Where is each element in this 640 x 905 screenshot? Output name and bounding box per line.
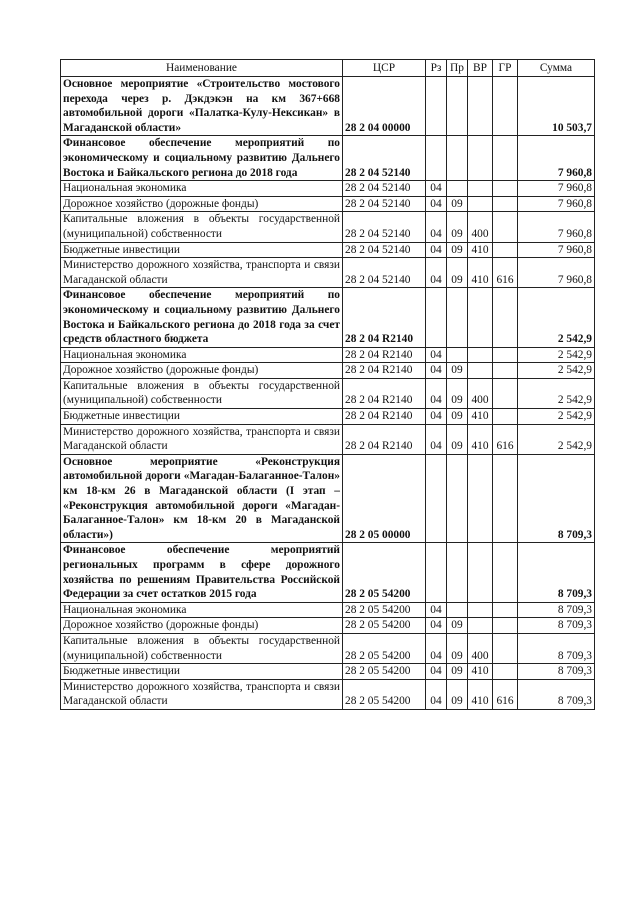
- row-rz: 04: [426, 633, 447, 663]
- table-row: [61, 679, 595, 709]
- row-gr: [493, 454, 518, 543]
- row-name: Дорожное хозяйство (дорожные фонды): [61, 196, 343, 212]
- row-pr: 09: [447, 378, 468, 408]
- row-pr: [447, 454, 468, 543]
- header-vr: ВР: [468, 60, 493, 77]
- header-rz: Рз: [426, 60, 447, 77]
- row-sum: 2 542,9: [518, 424, 595, 454]
- row-rz: 04: [426, 242, 447, 258]
- row-vr: [468, 618, 493, 634]
- row-gr: [493, 288, 518, 347]
- row-csr: 28 2 04 52140: [343, 136, 426, 181]
- row-vr: [468, 363, 493, 379]
- row-vr: [468, 347, 493, 363]
- row-rz: 04: [426, 378, 447, 408]
- table-row: [61, 181, 595, 197]
- table-row: [61, 602, 595, 618]
- row-csr: 28 2 04 R2140: [343, 288, 426, 347]
- table-row: [61, 136, 595, 181]
- row-name: Национальная экономика: [61, 347, 343, 363]
- row-csr: 28 2 05 54200: [343, 602, 426, 618]
- row-vr: [468, 288, 493, 347]
- row-gr: [493, 664, 518, 680]
- row-csr: 28 2 04 52140: [343, 242, 426, 258]
- row-sum: 8 709,3: [518, 664, 595, 680]
- row-sum: 8 709,3: [518, 633, 595, 663]
- row-rz: 04: [426, 258, 447, 288]
- table-row: [61, 242, 595, 258]
- row-vr: [468, 136, 493, 181]
- row-rz: [426, 77, 447, 136]
- row-gr: [493, 212, 518, 242]
- table-row: [61, 424, 595, 454]
- row-vr: [468, 77, 493, 136]
- row-sum: 8 709,3: [518, 618, 595, 634]
- table-row: [61, 618, 595, 634]
- row-csr: 28 2 04 R2140: [343, 424, 426, 454]
- row-gr: 616: [493, 679, 518, 709]
- row-pr: [447, 602, 468, 618]
- row-rz: [426, 543, 447, 602]
- row-gr: [493, 543, 518, 602]
- row-pr: [447, 347, 468, 363]
- header-sum: Сумма: [518, 60, 595, 77]
- row-pr: [447, 136, 468, 181]
- row-csr: 28 2 05 00000: [343, 454, 426, 543]
- row-rz: [426, 136, 447, 181]
- row-rz: 04: [426, 679, 447, 709]
- row-gr: [493, 181, 518, 197]
- row-csr: 28 2 04 R2140: [343, 363, 426, 379]
- row-gr: [493, 602, 518, 618]
- row-sum: 10 503,7: [518, 77, 595, 136]
- row-vr: [468, 454, 493, 543]
- row-vr: 400: [468, 378, 493, 408]
- row-sum: 2 542,9: [518, 409, 595, 425]
- row-pr: 09: [447, 618, 468, 634]
- row-pr: 09: [447, 242, 468, 258]
- row-gr: [493, 242, 518, 258]
- row-gr: [493, 378, 518, 408]
- table-row: [61, 633, 595, 663]
- header-pr: Пр: [447, 60, 468, 77]
- row-name: Бюджетные инвестиции: [61, 242, 343, 258]
- row-name: Капитальные вложения в объекты государственной (муниципальной) собственности: [61, 378, 343, 408]
- row-csr: 28 2 04 R2140: [343, 378, 426, 408]
- row-gr: [493, 347, 518, 363]
- row-name: Финансовое обеспечение мероприятий региональных программ в сфере дорожного хозяйства по решениям Правительства Российской Федерации за счет остатков 2015 года: [61, 543, 343, 602]
- row-name: Капитальные вложения в объекты государственной (муниципальной) собственности: [61, 633, 343, 663]
- table-row: [61, 378, 595, 408]
- row-csr: 28 2 04 52140: [343, 258, 426, 288]
- table-row: [61, 258, 595, 288]
- row-vr: [468, 181, 493, 197]
- row-sum: 7 960,8: [518, 242, 595, 258]
- row-csr: 28 2 04 00000: [343, 77, 426, 136]
- row-gr: [493, 196, 518, 212]
- row-csr: 28 2 05 54200: [343, 618, 426, 634]
- row-pr: [447, 288, 468, 347]
- table-row: [61, 288, 595, 347]
- table-header-row: [61, 60, 595, 77]
- row-gr: [493, 136, 518, 181]
- row-vr: [468, 196, 493, 212]
- row-sum: 2 542,9: [518, 288, 595, 347]
- row-rz: 04: [426, 196, 447, 212]
- header-gr: ГР: [493, 60, 518, 77]
- row-sum: 2 542,9: [518, 363, 595, 379]
- row-rz: 04: [426, 424, 447, 454]
- row-csr: 28 2 04 52140: [343, 181, 426, 197]
- row-vr: 410: [468, 664, 493, 680]
- row-pr: 09: [447, 424, 468, 454]
- row-sum: 2 542,9: [518, 347, 595, 363]
- row-rz: [426, 288, 447, 347]
- row-gr: 616: [493, 424, 518, 454]
- row-vr: 400: [468, 633, 493, 663]
- row-csr: 28 2 05 54200: [343, 543, 426, 602]
- row-csr: 28 2 05 54200: [343, 664, 426, 680]
- row-rz: 04: [426, 347, 447, 363]
- budget-table: [60, 59, 595, 710]
- table-row: [61, 543, 595, 602]
- row-sum: 8 709,3: [518, 543, 595, 602]
- header-name: Наименование: [61, 60, 343, 77]
- table-row: [61, 347, 595, 363]
- header-csr: ЦСР: [343, 60, 426, 77]
- row-rz: 04: [426, 664, 447, 680]
- row-pr: [447, 543, 468, 602]
- row-csr: 28 2 04 52140: [343, 196, 426, 212]
- row-vr: [468, 543, 493, 602]
- row-csr: 28 2 04 R2140: [343, 409, 426, 425]
- row-vr: 410: [468, 679, 493, 709]
- row-csr: 28 2 04 R2140: [343, 347, 426, 363]
- row-vr: [468, 602, 493, 618]
- row-name: Финансовое обеспечение мероприятий по экономическому и социальному развитию Дальнего Востока и Байкальского региона до 2018 года: [61, 136, 343, 181]
- row-name: Национальная экономика: [61, 602, 343, 618]
- row-name: Дорожное хозяйство (дорожные фонды): [61, 363, 343, 379]
- row-gr: 616: [493, 258, 518, 288]
- row-gr: [493, 633, 518, 663]
- row-name: Бюджетные инвестиции: [61, 409, 343, 425]
- row-pr: 09: [447, 664, 468, 680]
- table-row: [61, 77, 595, 136]
- row-name: Национальная экономика: [61, 181, 343, 197]
- row-vr: 410: [468, 424, 493, 454]
- row-sum: 8 709,3: [518, 454, 595, 543]
- row-sum: 7 960,8: [518, 196, 595, 212]
- row-name: Капитальные вложения в объекты государственной (муниципальной) собственности: [61, 212, 343, 242]
- row-name: Министерство дорожного хозяйства, транспорта и связи Магаданской области: [61, 424, 343, 454]
- row-pr: 09: [447, 258, 468, 288]
- row-rz: 04: [426, 602, 447, 618]
- row-gr: [493, 409, 518, 425]
- table-row: [61, 409, 595, 425]
- row-name: Основное мероприятие «Строительство мостового перехода через р. Дэкдэкэн на км 367+668 автомобильной дороги «Палатка-Кулу-Нексикан» в Магаданской области»: [61, 77, 343, 136]
- row-csr: 28 2 05 54200: [343, 679, 426, 709]
- row-rz: 04: [426, 409, 447, 425]
- table-row: [61, 664, 595, 680]
- row-pr: 09: [447, 633, 468, 663]
- row-pr: 09: [447, 409, 468, 425]
- row-rz: 04: [426, 363, 447, 379]
- row-pr: 09: [447, 212, 468, 242]
- row-gr: [493, 363, 518, 379]
- row-name: Бюджетные инвестиции: [61, 664, 343, 680]
- table-row: [61, 212, 595, 242]
- row-name: Дорожное хозяйство (дорожные фонды): [61, 618, 343, 634]
- row-vr: 410: [468, 409, 493, 425]
- row-pr: 09: [447, 196, 468, 212]
- row-rz: 04: [426, 181, 447, 197]
- row-pr: [447, 77, 468, 136]
- row-rz: [426, 454, 447, 543]
- row-name: Министерство дорожного хозяйства, транспорта и связи Магаданской области: [61, 679, 343, 709]
- row-csr: 28 2 05 54200: [343, 633, 426, 663]
- row-pr: 09: [447, 363, 468, 379]
- row-sum: 7 960,8: [518, 136, 595, 181]
- row-sum: 8 709,3: [518, 679, 595, 709]
- row-vr: 410: [468, 242, 493, 258]
- row-sum: 8 709,3: [518, 602, 595, 618]
- row-sum: 7 960,8: [518, 181, 595, 197]
- table-row: [61, 196, 595, 212]
- row-rz: 04: [426, 212, 447, 242]
- row-vr: 410: [468, 258, 493, 288]
- row-gr: [493, 618, 518, 634]
- row-pr: [447, 181, 468, 197]
- row-csr: 28 2 04 52140: [343, 212, 426, 242]
- row-sum: 2 542,9: [518, 378, 595, 408]
- row-rz: 04: [426, 618, 447, 634]
- row-gr: [493, 77, 518, 136]
- row-name: Финансовое обеспечение мероприятий по экономическому и социальному развитию Дальнего Востока и Байкальского региона до 2018 года за счет средств областного бюджета: [61, 288, 343, 347]
- row-vr: 400: [468, 212, 493, 242]
- row-pr: 09: [447, 679, 468, 709]
- row-sum: 7 960,8: [518, 212, 595, 242]
- table-row: [61, 454, 595, 543]
- row-name: Основное мероприятие «Реконструкция автомобильной дороги «Магадан-Балаганное-Талон» км 18-км 26 в Магаданской области (I этап – «Реконструкция автомобильной дороги «Магадан-Балаганное-Талон» км 18-км 20 в Магаданской области»): [61, 454, 343, 543]
- row-name: Министерство дорожного хозяйства, транспорта и связи Магаданской области: [61, 258, 343, 288]
- row-sum: 7 960,8: [518, 258, 595, 288]
- table-row: [61, 363, 595, 379]
